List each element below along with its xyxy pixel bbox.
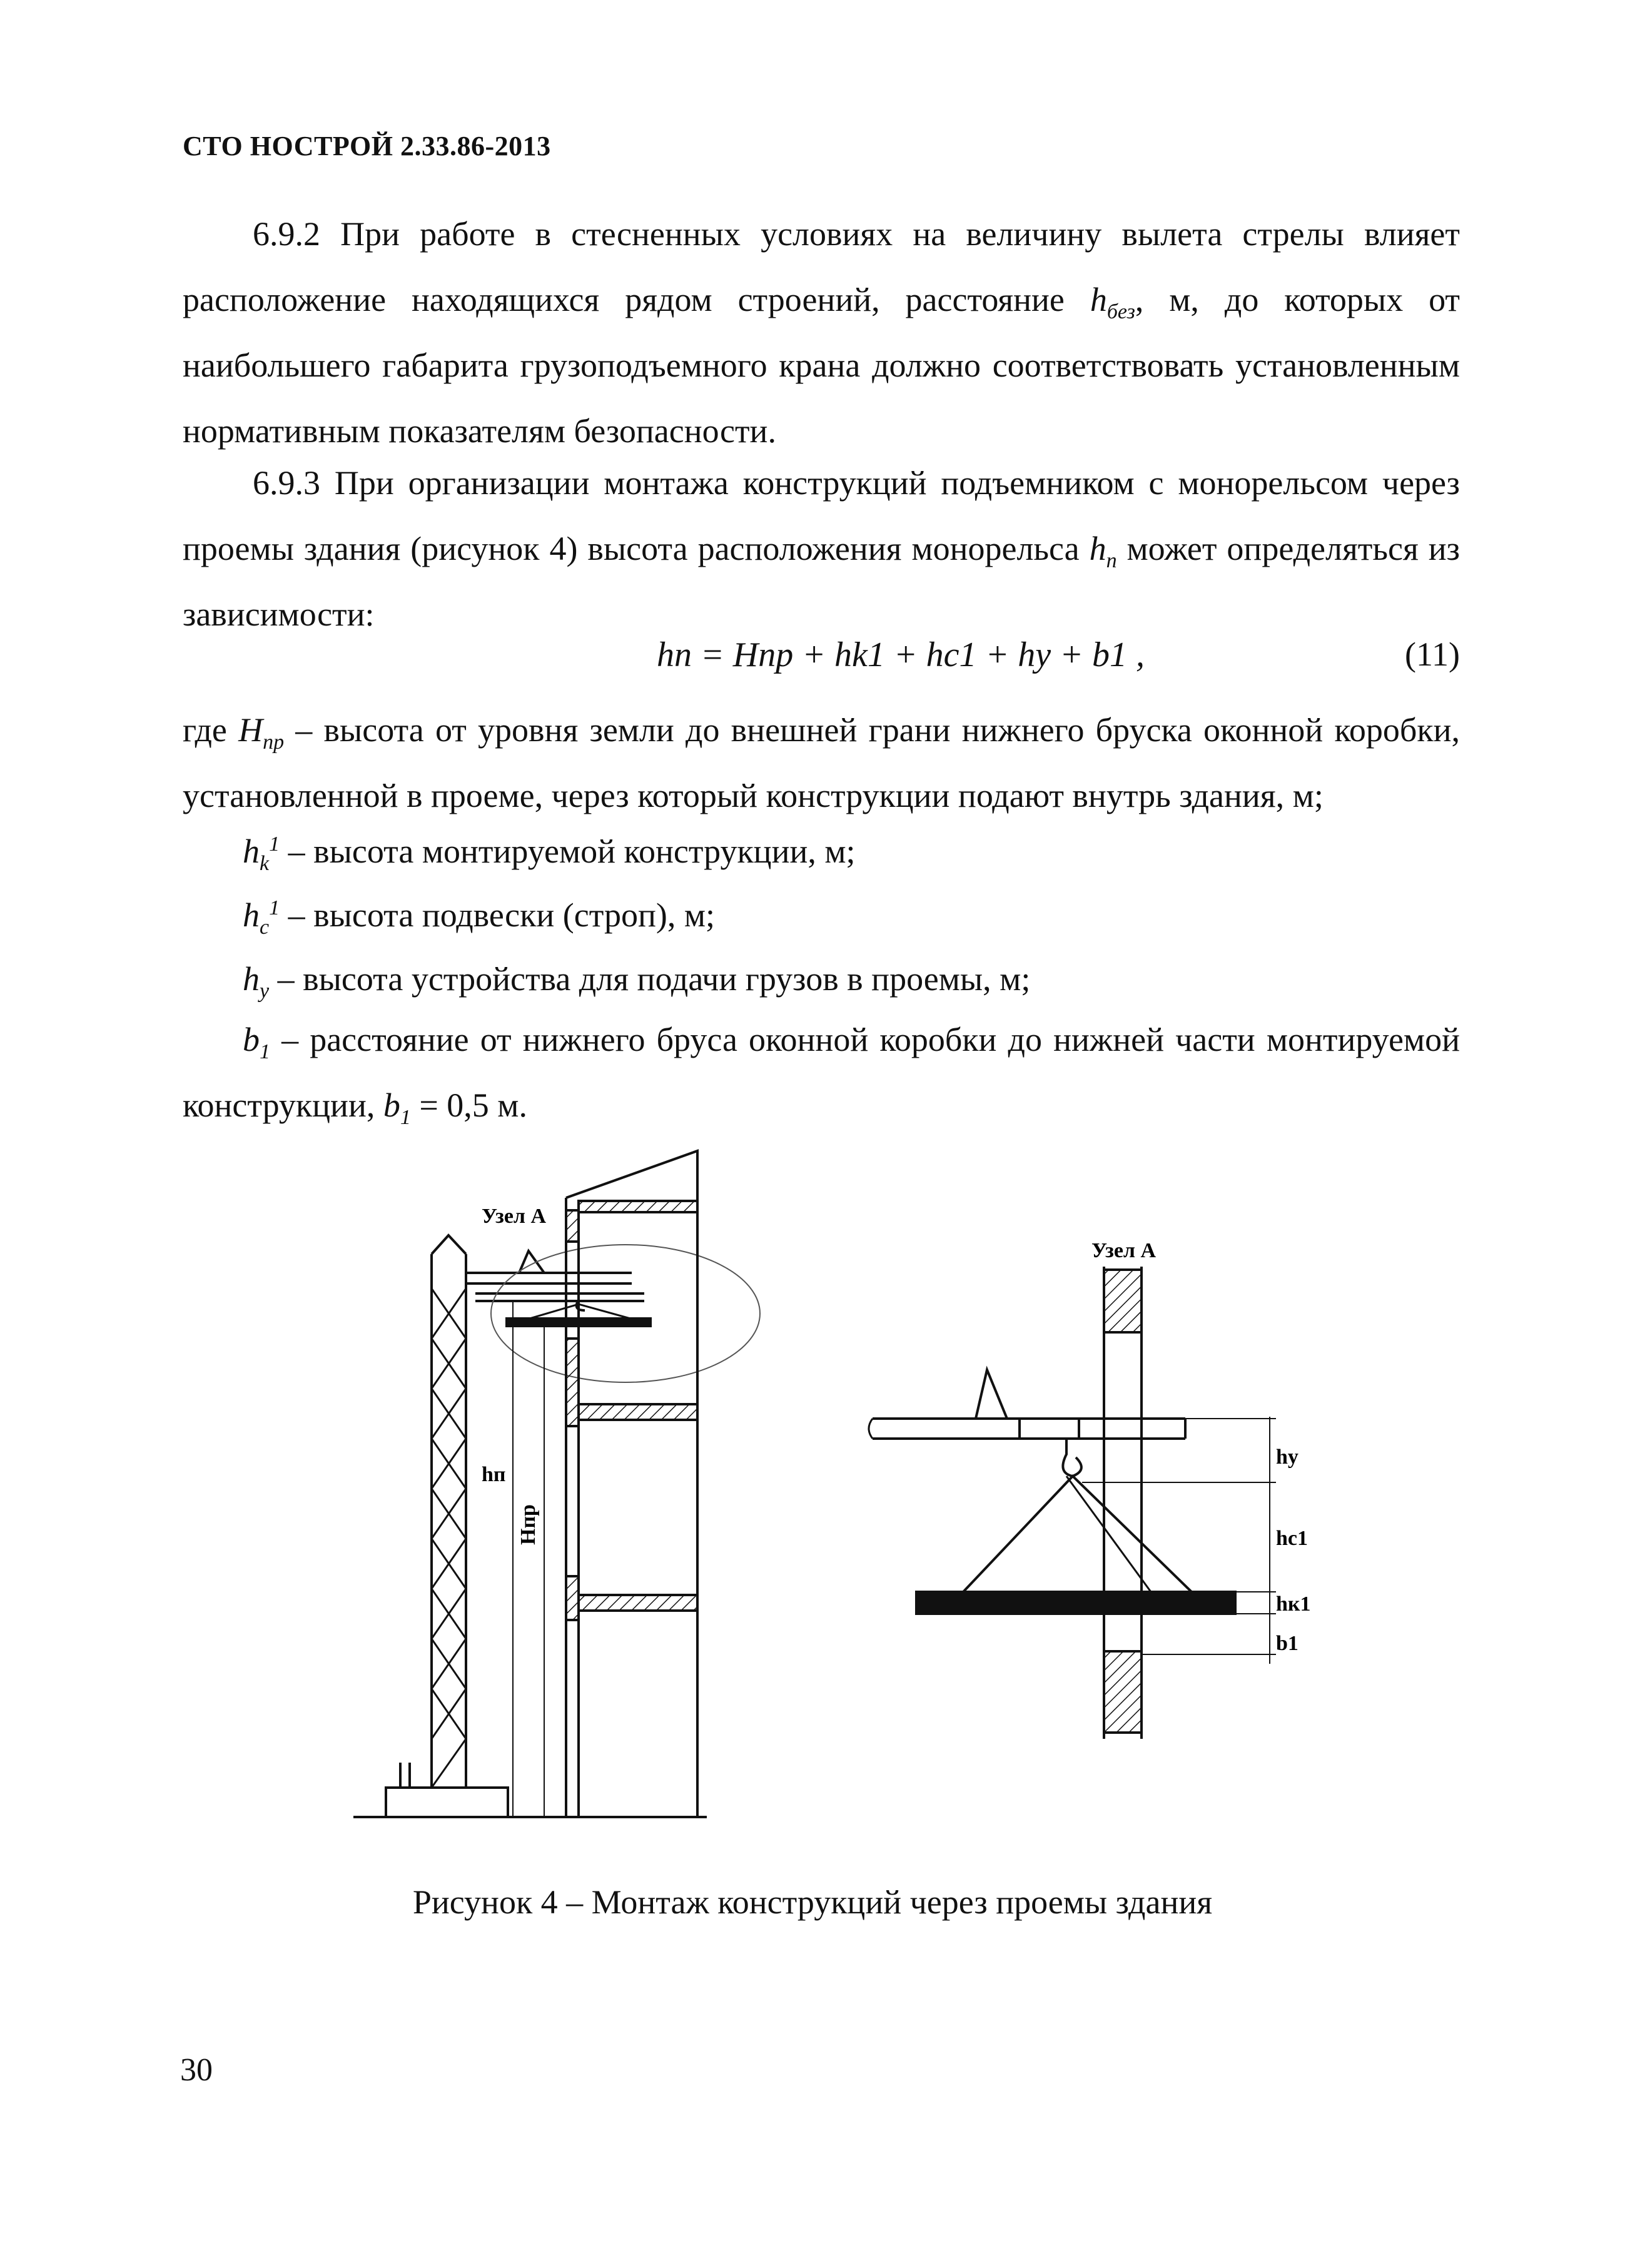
where-var: H	[238, 711, 263, 749]
definition-hc: $h_c^1$ – высота подвески (строп), м;	[243, 896, 716, 939]
definition-b1: $b_1$ – расстояние от нижнего бруса оконной коробки до нижней части монтируемой конструкции, $b_1 = 0,5$ м.	[183, 1021, 1460, 1129]
load-beam	[916, 1592, 1235, 1614]
definition-hy: $h_y$ – высота устройства для подачи грузов в проемы, м;	[243, 960, 1031, 1003]
p692-text-a: 6.9.2 При работе в стесненных условиях на величину вылета стрелы влияет расположение находящихся рядом строений, расстояние	[183, 215, 1460, 318]
p692-text-b: , м, до которых от наибольшего габарита грузоподъемного крана должно соответствовать установленным нормативным показателям безопасности.	[183, 281, 1460, 450]
right-drawing	[869, 1267, 1276, 1739]
definition-hk: $h_k^1$ – высота монтируемой конструкции, м;	[243, 833, 856, 875]
label-Hpr: Hпр	[517, 1504, 540, 1545]
right-node-label: Узел А	[1091, 1239, 1157, 1262]
building-outline	[566, 1151, 697, 1817]
where-text: – высота от уровня земли до внешней грани нижнего бруска оконной коробки, установленной в проеме, через который конструкции подают внутрь здания, м;	[183, 711, 1460, 814]
p692-sub: без	[1106, 300, 1135, 323]
definition-hc-text: – высота подвески (строп), м;	[280, 896, 716, 934]
figure-caption: Рисунок 4 – Монтаж конструкций через проемы здания	[412, 1883, 1213, 1921]
left-drawing	[353, 1151, 760, 1817]
p693-text-b: может определяться из зависимости:	[183, 530, 1460, 633]
label-hc: hс1	[1276, 1527, 1308, 1550]
definition-b1-value: = 0,5 м.	[410, 1086, 527, 1124]
p693-text-a: 6.9.3 При организации монтажа конструкций подъемником с монорельсом через проемы здания (рисунок 4) высота расположения монорельса	[183, 464, 1460, 567]
label-hy: hу	[1276, 1445, 1298, 1469]
p692-var: h	[1090, 281, 1107, 318]
page-number: 30	[180, 2052, 213, 2088]
where-lead: где	[183, 711, 239, 749]
left-node-label: Узел А	[482, 1205, 547, 1228]
label-b1: b1	[1276, 1632, 1298, 1655]
floor-1	[579, 1595, 697, 1611]
floor-roof	[579, 1201, 697, 1212]
definition-hk-text: – высота монтируемой конструкции, м;	[280, 833, 856, 870]
document-header: СТО НОСТРОЙ 2.33.86-2013	[183, 131, 551, 161]
floor-2	[579, 1404, 697, 1420]
formula-number: (11)	[1405, 635, 1460, 673]
formula-11: hп = Hпр + hk1 + hc1 + hу + b1 ,	[657, 635, 1145, 674]
where-sub: пр	[263, 730, 285, 754]
node-a-circle	[491, 1245, 760, 1382]
label-hn: hп	[482, 1463, 506, 1486]
lift-base	[386, 1788, 508, 1817]
p693-sub: п	[1106, 549, 1117, 572]
label-hk: hк1	[1276, 1592, 1311, 1616]
definition-b1-text: – расстояние от нижнего бруса оконной коробки до нижней части монтируемой конструкции,	[183, 1021, 1460, 1124]
definition-hy-text: – высота устройства для подачи грузов в проемы, м;	[269, 960, 1031, 998]
p693-var: h	[1089, 530, 1106, 567]
